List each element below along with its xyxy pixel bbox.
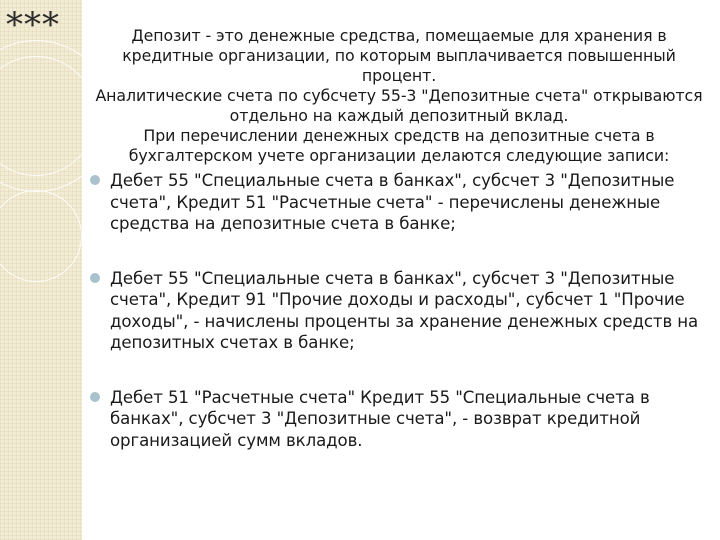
bullet-icon <box>90 175 100 185</box>
definition-paragraph: Депозит - это денежные средства, помещаемые для хранения в кредитные организации, по которым выплачивается повышенный процент. <box>122 26 676 85</box>
list-item <box>86 268 712 354</box>
entry-text: Дебет 55 "Специальные счета в банках", субсчет 3 "Депозитные счета", Кредит 91 "Прочие доходы и расходы", субсчет 1 "Прочие доходы", - начислены проценты за хранение денежных средств на депозитных счетах в банке; <box>110 268 699 352</box>
slide-content <box>86 26 712 451</box>
bullet-icon <box>90 273 100 283</box>
list-item <box>86 170 712 235</box>
bullet-icon <box>90 392 100 402</box>
entry-text: Дебет 55 "Специальные счета в банках", субсчет 3 "Депозитные счета", Кредит 51 "Расчетные счета" - перечислены денежные средства на депозитные счета в банке; <box>110 171 675 233</box>
analytic-accounts-paragraph: Аналитические счета по субсчету 55-3 "Депозитные счета" открываются отдельно на каждый депозитный вклад. <box>95 86 703 125</box>
entries-intro-paragraph: При перечислении денежных средств на депозитные счета в бухгалтерском учете организации делаются следующие записи: <box>128 126 670 165</box>
entry-text: Дебет 51 "Расчетные счета" Кредит 55 "Специальные счета в банках", субсчет 3 "Депозитные счета", - возврат кредитной организацией сумм вкладов. <box>110 387 650 450</box>
decorative-stars: *** <box>6 5 60 45</box>
decorative-ring <box>0 190 82 282</box>
decorative-ring <box>0 56 82 176</box>
list-item <box>86 387 712 452</box>
decorative-sidebar <box>0 0 82 540</box>
accounting-entries-list <box>86 170 712 451</box>
